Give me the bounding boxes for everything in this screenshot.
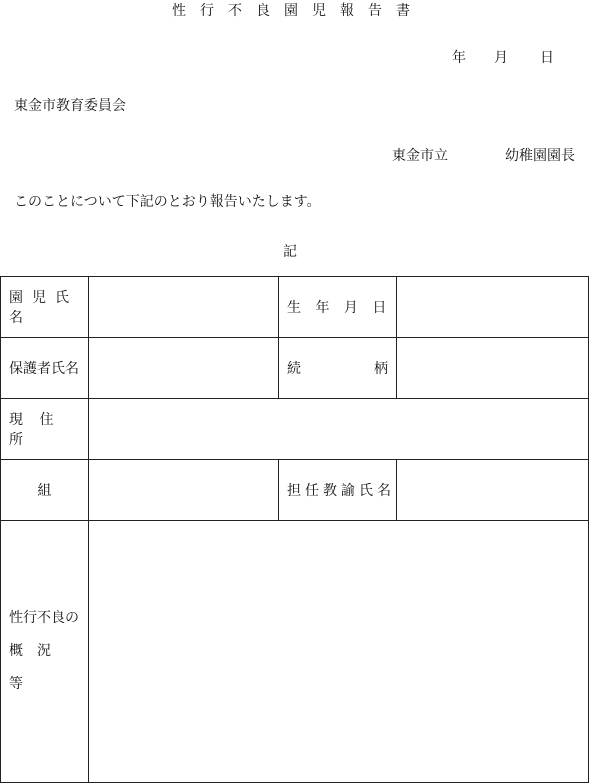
teacher-label <box>279 460 397 521</box>
class-label: 組 <box>1 460 89 521</box>
birthdate-label <box>279 277 397 338</box>
relationship-field[interactable] <box>397 338 589 399</box>
table-row <box>1 460 589 521</box>
guardian-name-label: 保護者氏名 <box>1 338 89 399</box>
addressee: 東金市教育委員会 <box>14 98 126 114</box>
relationship-label-1: 続 <box>287 361 301 377</box>
guardian-name-field[interactable] <box>89 338 279 399</box>
table-row <box>1 521 589 783</box>
relationship-label-wrap <box>279 358 396 378</box>
ki-heading: 記 <box>283 244 297 260</box>
teacher-label-text: 担任教諭氏名 <box>287 483 395 499</box>
teacher-field[interactable] <box>397 460 589 521</box>
address-label <box>1 399 89 460</box>
birthdate-field[interactable] <box>397 277 589 338</box>
date-year: 年 <box>452 50 466 66</box>
table-row <box>1 277 589 338</box>
sender-city: 東金市立 <box>392 148 448 164</box>
table-row <box>1 338 589 399</box>
conduct-label-2: 概況等 <box>9 643 65 692</box>
relationship-label <box>279 338 397 399</box>
child-name-field[interactable] <box>89 277 279 338</box>
child-name-label: 園児氏名 <box>1 277 89 338</box>
sender <box>392 145 575 165</box>
document-title: 性行不良園児報告書 <box>172 3 424 19</box>
address-label-text: 現 住 所 <box>9 412 60 448</box>
address-field[interactable] <box>89 399 589 460</box>
date-line <box>452 47 554 67</box>
class-field[interactable] <box>89 460 279 521</box>
report-form-table <box>0 276 589 783</box>
birthdate-label-text: 生 年 月 日 <box>287 300 392 316</box>
conduct-field[interactable] <box>89 521 589 783</box>
table-row <box>1 399 589 460</box>
conduct-label <box>1 521 89 783</box>
relationship-label-2: 柄 <box>374 361 388 377</box>
sender-title: 幼稚園園長 <box>505 148 575 164</box>
conduct-label-1: 性行不良の <box>9 610 79 626</box>
date-month: 月 <box>494 50 508 66</box>
date-day: 日 <box>540 50 554 66</box>
intro-text: このことについて下記のとおり報告いたします。 <box>14 194 321 210</box>
